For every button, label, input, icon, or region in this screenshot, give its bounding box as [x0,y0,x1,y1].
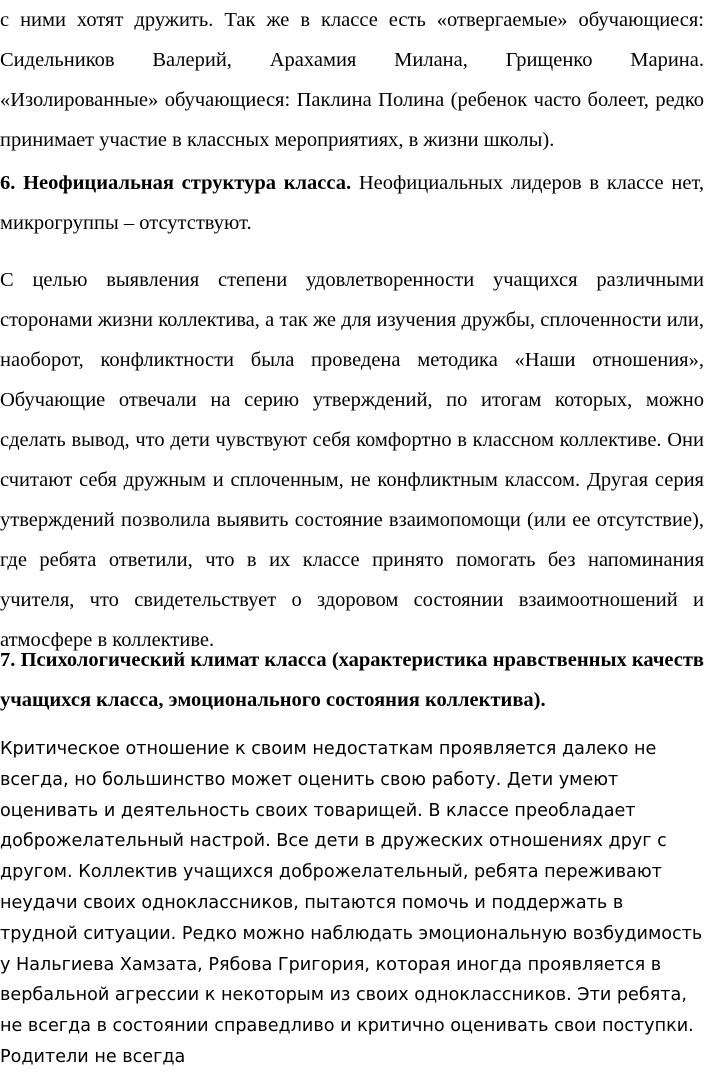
section-6-heading: 6. Неофициальная структура класса. [0,172,352,194]
paragraph-methodology: С целью выявления степени удовлетворенности учащихся различными сторонами жизни коллектива, а так же для изучения дружбы, сплоченности или, наоборот, конфликтности была проведена методика «Наши отношения», Обучающие отвечали на серию утверждений, по итогам которых, можно сделать вывод, что дети чувствуют себя комфортно в классном коллективе. Они считают себя дружным и сплоченным, не конфликтным классом. Другая серия утверждений позволила выявить состояние взаимопомощи (или ее отсутствие), где ребята ответили, что в их классе принято помогать без напоминания учителя, что свидетельствует о здоровом состоянии взаимоотношений и атмосфере в коллективе. [0,269,704,651]
paragraph-social-status: с ними хотят дружить. Так же в классе есть «отвергаемые» обучающиеся: Сидельников Валерий, Арахамия Милана, Грищенко Марина. «Изолированные» обучающиеся: Паклина Полина (ребенок часто болеет, редко принимает участие в классных мероприятиях, в жизни школы). [0,9,704,151]
section-7-heading: 7. Психологический климат класса (характеристика нравственных качеств учащихся класса, эмоционального состояния коллектива). [0,649,704,711]
paragraph-climate: Критическое отношение к своим недостаткам проявляется далеко не всегда, но большинство может оценить свою работу. Дети умеют оценивать и деятельность своих товарищей. В классе преобладает доброжелательный настрой. Все дети в дружеских отношениях друг с другом. Коллектив учащихся доброжелательный, ребята переживают неудачи своих одноклассников, пытаются помочь и поддержать в трудной ситуации. Редко можно наблюдать эмоциональную возбудимость у Нальгиева Хамзата, Рябова Григория, которая иногда проявляется в вербальной агрессии к некоторым из своих одноклассников. Эти ребята, не всегда в состоянии справедливо и критично оценивать свои поступки. Родители не всегда [0,739,703,1067]
section-6-paragraph [0,163,705,243]
section-6-text: Неофициальных лидеров в классе нет, микрогруппы – отсутствуют. [0,172,704,234]
